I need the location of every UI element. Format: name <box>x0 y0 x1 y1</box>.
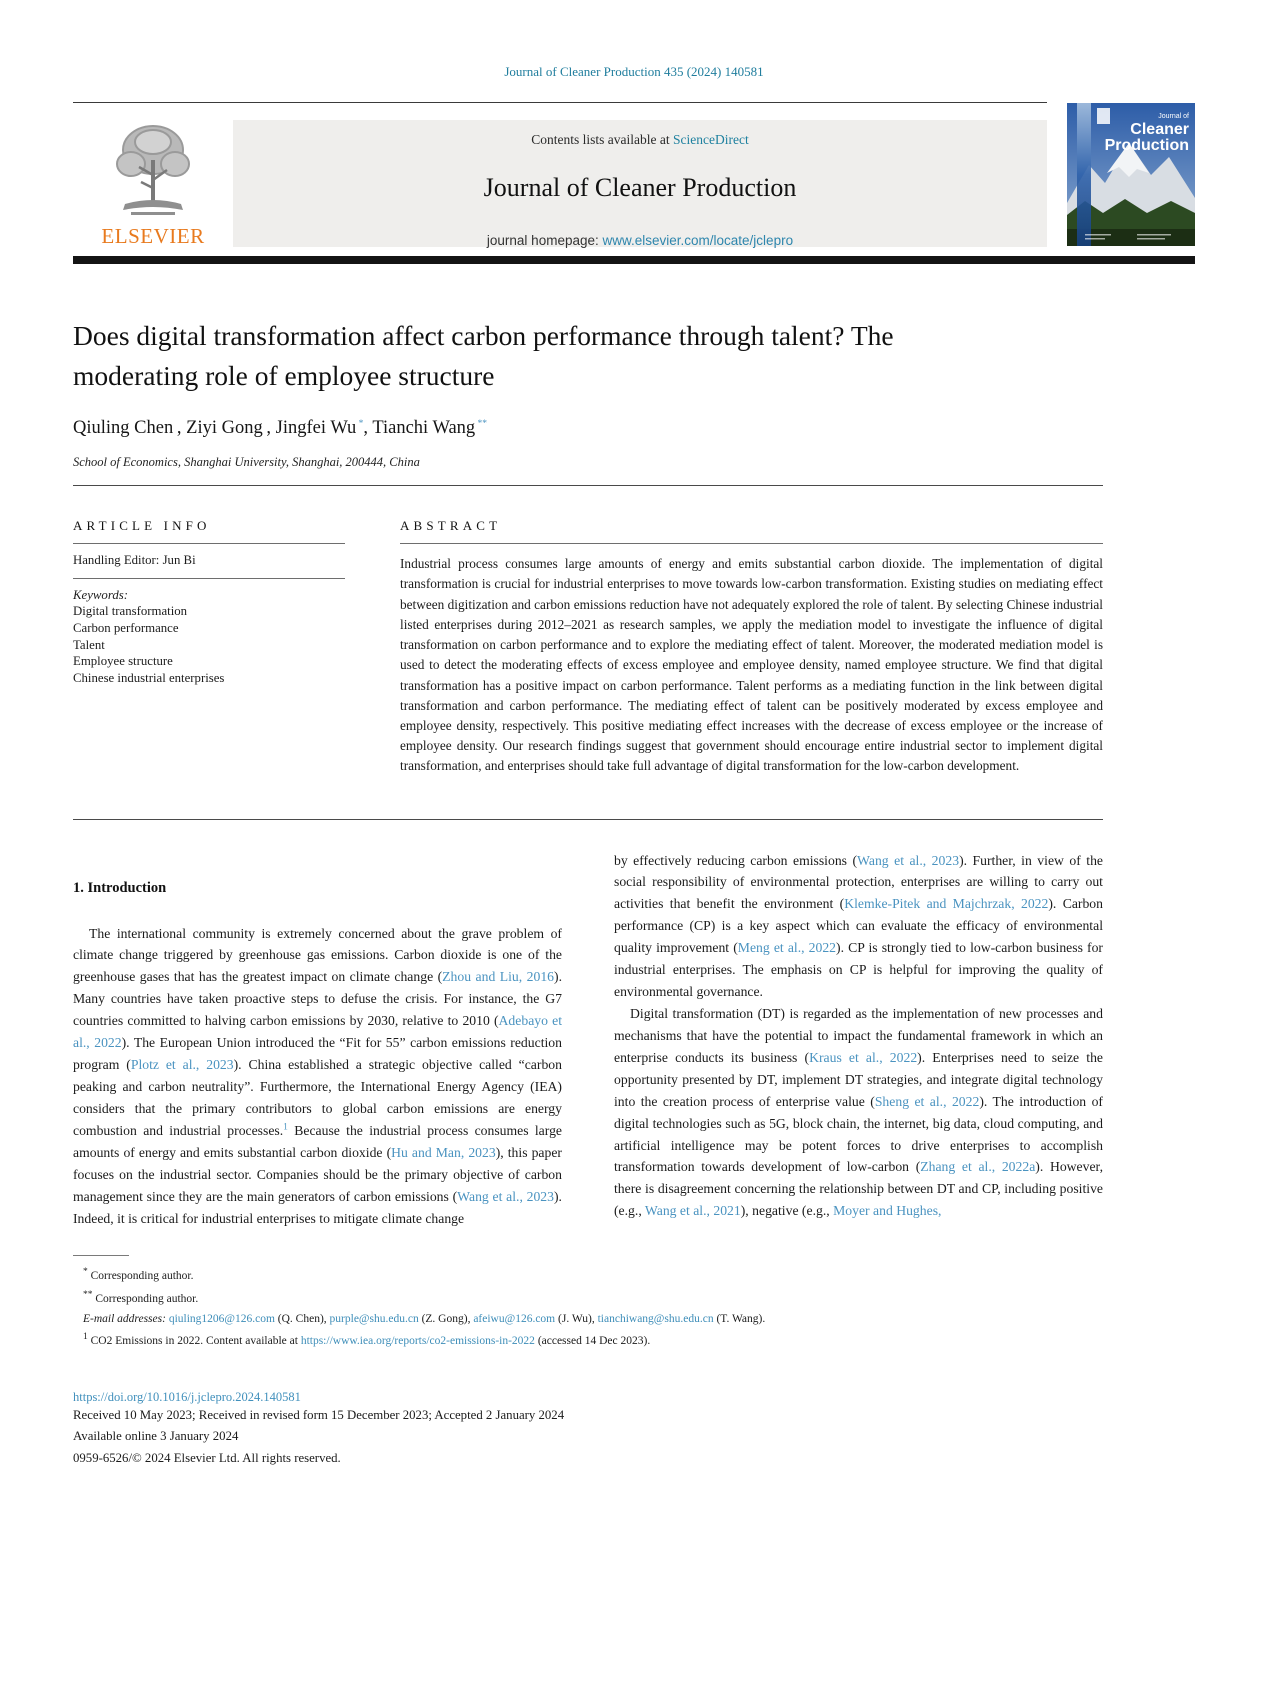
footnote-co2: $^1$ CO2 Emissions in 2022. Content available at https://www.iea.org/reports/co2-emissions-in-2022 (accessed 14 Dec 2023). <box>83 1332 651 1348</box>
abstract-rule <box>400 543 1103 544</box>
introduction-section <box>73 850 1103 1230</box>
journal-title: Journal of Cleaner Production <box>483 173 797 202</box>
sciencedirect-link[interactable]: ScienceDirect <box>673 132 749 147</box>
footnotes <box>73 1255 1103 1352</box>
keywords-label: Keywords: <box>73 588 128 603</box>
info-rule-1 <box>73 543 345 544</box>
affiliation: School of Economics, Shanghai University, Shanghai, 200444, China <box>73 455 420 470</box>
article-title: Does digital transformation affect carbon performance through talent? The moderating role of employee structure <box>73 320 894 392</box>
copyright-line: 0959-6526/© 2024 Elsevier Ltd. All rights reserved. <box>73 1450 341 1465</box>
elsevier-wordmark: ELSEVIER <box>101 224 205 248</box>
citation-link[interactable]: Wang et al., 2021 <box>644 1203 741 1219</box>
article-info-column <box>73 518 345 776</box>
emphasis-label: E-mail addresses: <box>83 1312 169 1325</box>
keyword-item: Digital transformation <box>73 604 188 619</box>
citation-link[interactable]: Adebayo et al., 2022 <box>73 1013 562 1051</box>
abstract-text: Industrial process consumes large amounts of energy and emits substantial carbon dioxide. The implementation of digital transformation is crucial for industrial enterprises to move towards low-carbon transformation. Existing studies on mediating effect between digitization and carbon emissions reduction have not adequately explored the role of talent. By selecting Chinese industrial listed enterprises during 2012–2021 as research samples, we apply the mediation model to investigate the influence of digital transformation on carbon performance and to explore the mediating effect of talent. Moreover, the moderated mediation model is used to detect the moderating effects of excess employee and employee density, named employee structure. We find that digital transformation has a positive impact on carbon performance. Talent performs as a mediating function in the link between digital transformation and carbon performance. The mediating effect of talent can be positively moderated by excess employee and employee density, respectively. This positive mediating effect increases with the decrease of excess employee or the increase of employee density. Our research findings suggest that government should encourage entire industrial sector to implement digital transformation, and enterprises should take full advantage of digital transformation for the low-carbon development. <box>400 556 1103 774</box>
footnote-marker: 1 <box>83 1332 88 1343</box>
title-divider-rule <box>73 485 1103 486</box>
homepage-prefix: journal homepage: <box>486 233 603 248</box>
contents-prefix: Contents lists available at <box>531 132 673 147</box>
right-column <box>614 850 1103 1230</box>
homepage-link[interactable]: www.elsevier.com/locate/jclepro <box>602 233 794 248</box>
masthead-top-rule <box>73 102 1047 103</box>
homepage-line <box>233 233 1047 248</box>
received-line: Received 10 May 2023; Received in revised form 15 December 2023; Accepted 2 January 2024 <box>73 1407 565 1422</box>
intro-paragraph-right-1: by effectively reducing carbon emissions (Wang et al., 2023). Further, in view of the social responsibility of environmental protection, enterprises are willing to carry out activities that benefit the environment (Klemke-Pitek and Majchrzak, 2022). Carbon performance (CP) is a key aspect which can evaluate the efficacy of environmental quality improvement (Meng et al., 2022). CP is strongly tied to low-carbon business for industrial enterprises. The emphasis on CP is helpful for improving the quality of environmental governance. <box>614 852 1103 1000</box>
citation-link[interactable]: purple@shu.edu.cn <box>329 1312 419 1325</box>
citation-link[interactable]: Zhang et al., 2022a <box>920 1159 1036 1175</box>
cover-line1: Journal of <box>1158 113 1189 120</box>
citation-link[interactable]: afeiwu@126.com <box>473 1312 556 1325</box>
footnote-ref[interactable]: ** <box>475 419 488 430</box>
citation-link[interactable]: Plotz et al., 2023 <box>130 1057 234 1073</box>
authors-line: Qiuling Chen , Ziyi Gong , Jingfei Wu *, Tianchi Wang ** <box>73 418 488 439</box>
keyword-item: Chinese industrial enterprises <box>73 670 225 685</box>
footnote-corresponding-1: * Corresponding author. <box>83 1267 194 1283</box>
citation-link[interactable]: Kraus et al., 2022 <box>809 1049 918 1065</box>
keyword-item: Carbon performance <box>73 620 179 635</box>
left-column <box>73 850 562 1230</box>
abstract-column <box>400 518 1103 776</box>
footnote-marker: ** <box>83 1290 93 1301</box>
citation-link[interactable]: qiuling1206@126.com <box>168 1312 275 1325</box>
citation-link[interactable]: Klemke-Pitek and Majchrzak, 2022 <box>844 896 1049 912</box>
intro-paragraph-left: The international community is extremely concerned about the grave problem of climate change triggered by greenhouse gas emissions. Carbon dioxide is one of the greenhouse gases that has the greatest impact on climate change (Zhou and Liu, 2016). Many countries have taken proactive steps to defuse the crisis. For instance, the G7 countries committed to halving carbon emissions by 2030, relative to 2010 (Adebayo et al., 2022). The European Union introduced the “Fit for 55” carbon emissions reduction program (Plotz et al., 2023). China established a strategic objective called “carbon peaking and carbon neutrality”. Furthermore, the International Energy Agency (IEA) considers that the primary contributors to global carbon emissions are energy combustion and industrial processes.$^1$ Because the industrial process consumes large amounts of energy and emits substantial carbon dioxide (Hu and Man, 2023), this paper focuses on the industrial sector. Companies should be the primary objective of carbon management since they are the main generators of carbon emissions (Wang et al., 2023). Indeed, it is critical for industrial enterprises to mitigate climate change <box>73 925 562 1226</box>
citation-link[interactable]: tianchiwang@shu.edu.cn <box>597 1312 714 1325</box>
info-rule-2 <box>73 578 345 579</box>
citation-link[interactable]: Wang et al., 2023 <box>457 1188 554 1204</box>
elsevier-logo <box>73 120 233 249</box>
citation-link[interactable]: Sheng et al., 2022 <box>874 1093 980 1109</box>
cover-line2: Cleaner <box>1130 121 1189 138</box>
citation-link[interactable]: Hu and Man, 2023 <box>391 1144 496 1160</box>
elsevier-tree-icon <box>101 120 205 222</box>
available-online-line: Available online 3 January 2024 <box>73 1429 239 1444</box>
footnote-marker: * <box>83 1267 88 1278</box>
handling-editor: Handling Editor: Jun Bi <box>73 553 196 568</box>
footnote-ref[interactable]: 1 <box>283 1122 288 1133</box>
citation-link[interactable]: Wang et al., 2023 <box>857 852 960 868</box>
introduction-heading: 1. Introduction <box>73 879 167 896</box>
section-divider-rule <box>73 819 1103 820</box>
journal-cover-image <box>1067 103 1195 246</box>
masthead-black-bar <box>73 256 1195 264</box>
citation-link[interactable]: https://www.iea.org/reports/co2-emissions-in-2022 <box>300 1335 535 1348</box>
footnote-corresponding-2: ** Corresponding author. <box>83 1290 199 1305</box>
info-abstract-section <box>73 518 1103 776</box>
citation-link[interactable]: Meng et al., 2022 <box>737 940 837 956</box>
contents-line <box>233 132 1047 148</box>
cover-line3: Production <box>1104 137 1189 154</box>
footnote-emails: E-mail addresses: qiuling1206@126.com (Q. Chen), purple@shu.edu.cn (Z. Gong), afeiwu@126.com (J. Wu), tianchiwang@shu.edu.cn (T. Wang). <box>83 1312 766 1325</box>
keyword-item: Talent <box>73 637 105 652</box>
journal-running-head: Journal of Cleaner Production 435 (2024) 140581 <box>504 64 764 79</box>
article-footer <box>73 1390 1103 1469</box>
citation-link[interactable]: Moyer and Hughes, <box>833 1203 942 1219</box>
abstract-heading: ABSTRACT <box>400 518 502 534</box>
keyword-item: Employee structure <box>73 654 173 669</box>
footnote-ref[interactable]: * <box>356 419 364 430</box>
doi-link[interactable]: https://doi.org/10.1016/j.jclepro.2024.140581 <box>73 1389 301 1404</box>
footnote-rule <box>73 1255 129 1256</box>
masthead <box>73 102 1195 249</box>
masthead-panel <box>233 120 1047 247</box>
citation-link[interactable]: Zhou and Liu, 2016 <box>442 969 555 985</box>
intro-paragraph-right-2: Digital transformation (DT) is regarded as the implementation of new processes and mechanisms that have the potential to impact the fundamental framework in which an enterprise conducts its business (Kraus et al., 2022). Enterprises need to seize the opportunity presented by DT, implement DT strategies, and integrate digital technology into the creation process of enterprise value (Sheng et al., 2022). The introduction of digital technologies such as 5G, block chain, the internet, big data, cloud computing, and artificial intelligence may be potent forces to drive enterprises to accomplish transformation towards development of low-carbon (Zhang et al., 2022a). However, there is disagreement concerning the relationship between DT and CP, including positive (e.g., Wang et al., 2021), negative (e.g., Moyer and Hughes, <box>614 1005 1103 1219</box>
article-info-heading: ARTICLE INFO <box>73 518 211 534</box>
